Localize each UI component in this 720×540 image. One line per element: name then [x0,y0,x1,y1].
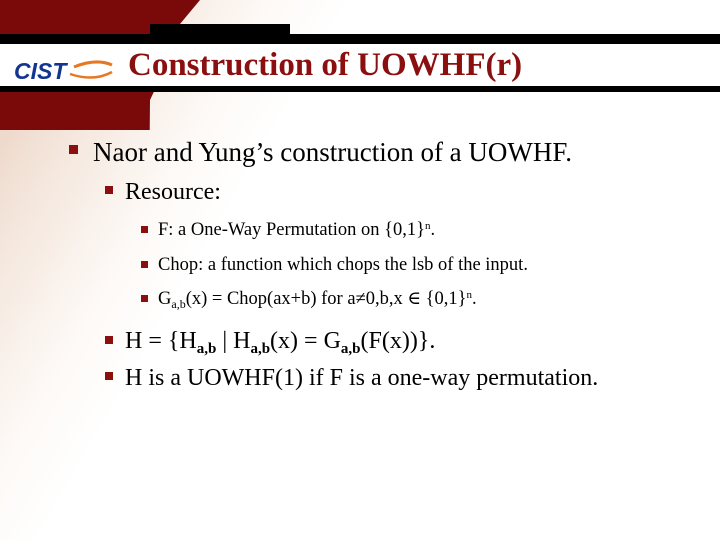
bullet-text: Chop: a function which chops the lsb of the input. [158,255,528,275]
bullet-text-tail: . [430,220,436,240]
bullet-square-icon [141,261,148,268]
bullet-text: H is a UOWHF(1) if F is a one-way permutation. [125,365,599,391]
bullet-main-1 [93,136,572,168]
formula-part: (x) = G [270,328,341,354]
superscript: n [425,220,431,232]
header-bar-top [0,34,720,44]
logo-swoosh-upper [74,62,112,67]
subscript: a,b [171,297,186,311]
bullet-text: Resource: [125,179,221,205]
subscript: a,b [250,341,271,357]
bullet-text-tail: . [472,289,477,309]
bullet-text: Naor and Yung’s construction of a UOWHF. [93,137,572,167]
bullet-resource-chop [158,253,528,277]
bullet-square-icon [105,336,113,344]
subscript: a,b [340,341,361,357]
logo-swoosh-lower [70,72,112,78]
superscript: n [466,289,473,301]
bullet-sub-hash-family [125,326,435,356]
cist-logo [12,56,114,84]
bullet-resource-g [158,287,477,311]
bullet-square-icon [69,145,78,154]
header-bar-bottom [0,86,720,92]
formula-symbol: G [158,289,172,309]
logo-text: CIST [14,58,67,84]
bullet-text: F: a One-Way Permutation on {0,1} [158,220,426,240]
formula-part: | H [216,328,251,354]
bullet-sub-uowhf [125,363,598,393]
bullet-sub-resource [125,177,221,207]
slide-title: Construction of UOWHF(r) [128,47,523,83]
bullet-square-icon [105,372,113,380]
bullet-resource-f [158,218,435,242]
bullet-square-icon [141,295,148,302]
bullet-text: (x) = Chop(ax+b) for a≠0,b,x ∈ {0,1} [185,289,467,309]
formula-part: (F(x))}. [360,328,436,354]
subscript: a,b [196,341,217,357]
bullet-square-icon [105,186,113,194]
bullet-square-icon [141,226,148,233]
formula-part: H = {H [125,328,197,354]
